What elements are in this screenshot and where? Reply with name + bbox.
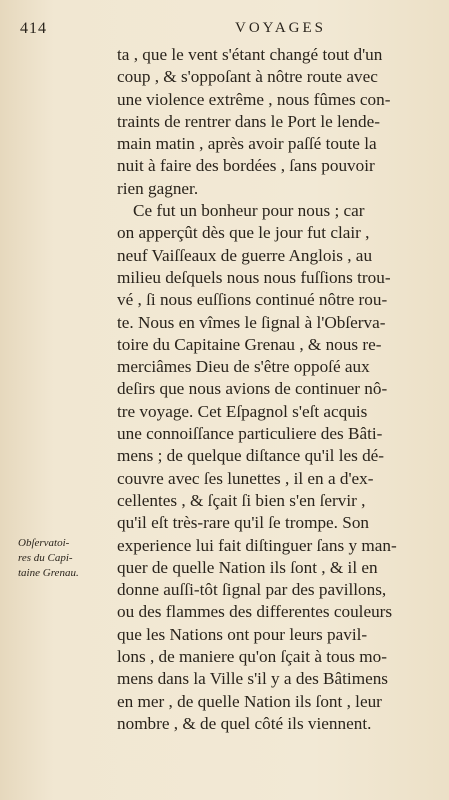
text-line: milieu deſquels nous nous fuſſions trou-: [117, 267, 391, 287]
text-line: rien gagner.: [117, 178, 199, 198]
text-line: ou des flammes des differentes couleurs: [117, 602, 393, 622]
text-line: vé , ſi nous euſſions continué nôtre rou-: [117, 290, 388, 310]
page-header: [20, 20, 431, 42]
text-line: neuf Vaiſſeaux de guerre Anglois , au: [117, 245, 373, 265]
text-line: deſirs que nous avions de continuer nô-: [117, 379, 388, 399]
text-line: lons , de maniere qu'on ſçait à tous mo-: [117, 647, 387, 667]
text-line: experience lui fait diſtinguer ſans y man-: [117, 535, 397, 555]
text-line: une connoiſſance particuliere des Bâti-: [117, 424, 383, 444]
text-line: main matin , après avoir paſſé toute la: [117, 134, 377, 154]
text-line: nuit à faire des bordées , ſans pouvoir: [117, 156, 375, 176]
margin-note-line: Obſervatoi-: [18, 537, 70, 549]
text-line: merciâmes Dieu de s'être oppoſé aux: [117, 357, 370, 377]
text-line: donne auſſi-tôt ſignal par des pavillons,: [117, 580, 387, 600]
text-line: coup , & s'oppoſant à nôtre route avec: [117, 67, 378, 87]
page-number: 414: [20, 20, 47, 37]
margin-note-line: taine Grenau.: [18, 567, 79, 579]
text-line: que les Nations ont pour leurs pavil-: [117, 624, 368, 644]
text-line: couvre avec ſes lunettes , il en a d'ex-: [117, 468, 374, 488]
text-line: ta , que le vent s'étant changé tout d'un: [117, 45, 383, 64]
text-line: une violence extrême , nous fûmes con-: [117, 89, 391, 109]
text-line: te. Nous en vîmes le ſignal à l'Obſerva-: [117, 312, 386, 332]
text-line: traints de rentrer dans le Port le lende-: [117, 111, 380, 131]
text-line: on apperçût dès que le jour fut clair ,: [117, 223, 370, 243]
text-line: qu'il eſt très-rare qu'il ſe trompe. Son: [117, 513, 370, 533]
text-line: toire du Capitaine Grenau , & nous re-: [117, 334, 382, 354]
text-line: Ce fut un bonheur pour nous ; car: [133, 201, 365, 221]
text-line: en mer , de quelle Nation ils ſont , leur: [117, 691, 382, 711]
text-line: cellentes , & ſçait ſi bien s'en ſervir ,: [117, 490, 366, 510]
running-title: VOYAGES: [235, 20, 327, 36]
text-line: quer de quelle Nation ils ſont , & il en: [117, 557, 378, 577]
text-line: mens dans la Ville s'il y a des Bâtimens: [117, 669, 388, 689]
text-line: nombre , & de quel côté ils viennent.: [117, 713, 372, 733]
margin-note-line: res du Capi-: [18, 552, 73, 564]
body-text: [117, 44, 437, 735]
text-line: mens ; de quelque diſtance qu'il les dé-: [117, 446, 385, 466]
margin-note: [18, 536, 110, 581]
text-line: tre voyage. Cet Eſpagnol s'eſt acquis: [117, 401, 368, 421]
